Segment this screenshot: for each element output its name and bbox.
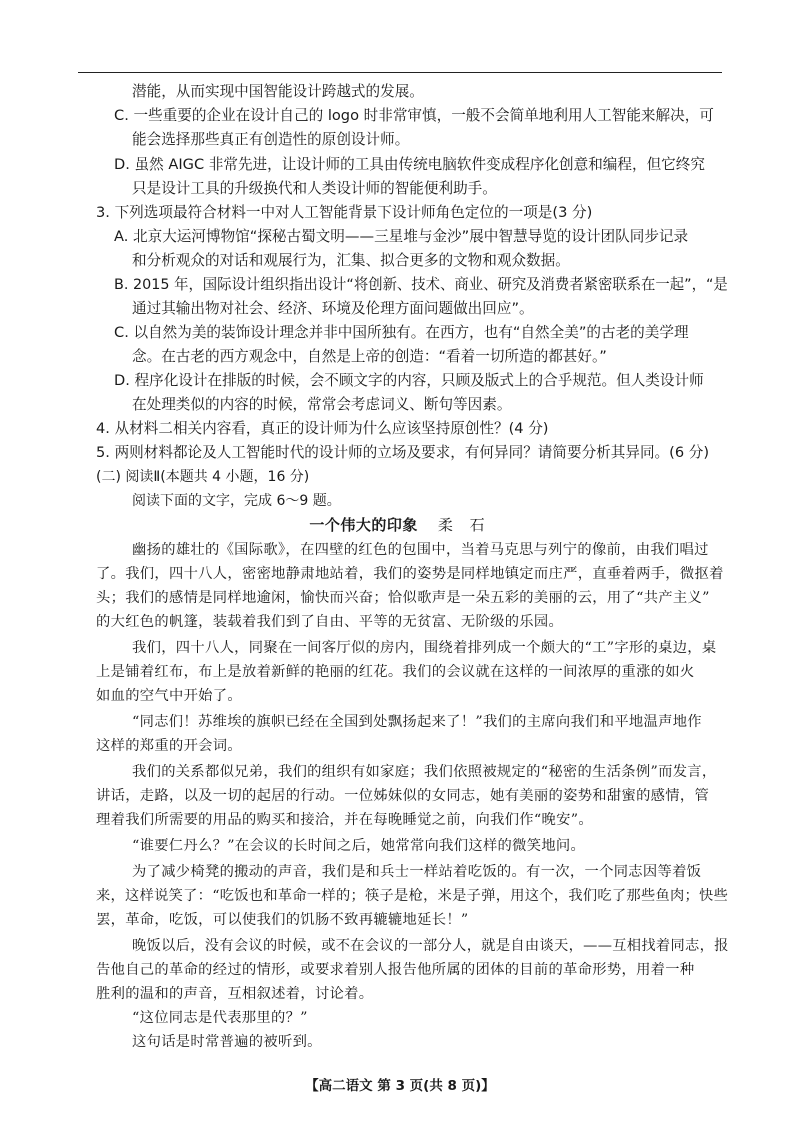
article-line: 告他自己的革命的经过的情形，或要求着别人报告他所属的团体的目前的革命形势，用着一种	[96, 962, 695, 978]
article-line: 为了减少椅凳的搬动的声音，我们是和兵士一样站着吃饭的。有一次，一个同志因等着饭	[132, 864, 702, 880]
instruction-line: 阅读下面的文字，完成 6～9 题。	[132, 493, 341, 509]
article-line: 幽扬的雄壮的《国际歌》，在四壁的红色的包围中，当着马克思与列宁的像前，由我们唱过	[132, 542, 709, 558]
article-title	[0, 514, 800, 535]
article-line: 这样的郑重的开会词。	[96, 738, 242, 754]
text-line: 能会选择那些真正有创造性的原创设计师。	[132, 131, 410, 148]
question-5: 5. 两则材料都论及人工智能时代的设计师的立场及要求，有何异同？请简要分析其异同。(6 分)	[96, 444, 710, 461]
section-heading: (二) 阅读Ⅱ(本题共 4 小题，16 分)	[96, 469, 310, 485]
article-line: “这位同志是代表那里的？”	[132, 1010, 308, 1026]
article-title-text: 一个伟大的印象	[309, 516, 418, 534]
text-line: 潜能，从而实现中国智能设计跨越式的发展。	[132, 83, 424, 100]
text-line: 念。在古老的西方观念中，自然是上帝的创造：“看着一切所造的都甚好。”	[132, 348, 607, 365]
question-3: 3. 下列选项最符合材料一中对人工智能背景下设计师角色定位的一项是(3 分)	[96, 204, 593, 221]
text-line: C. 一些重要的企业在设计自己的 logo 时非常审慎，一般不会简单地利用人工智能来解决，可	[114, 107, 714, 124]
article-line: 了。我们，四十八人，密密地静肃地站着，我们的姿势是同样地镇定而庄严，直垂着两手，微抠着	[96, 566, 724, 582]
article-line: 我们，四十八人，同聚在一间客厅似的房内，围绕着排列成一个颇大的“工”字形的桌边，桌	[132, 640, 717, 656]
text-line: 在处理类似的内容的时候，常常会考虑词义、断句等因素。	[132, 396, 512, 413]
text-line: D. 虽然 AIGC 非常先进，让设计师的工具由传统电脑软件变成程序化创意和编程，但它终究	[114, 156, 705, 173]
article-line: 来，这样说笑了：“吃饭也和革命一样的；筷子是枪，米是子弹，用这个，我们吃了那些鱼肉；快些	[96, 888, 729, 904]
article-line: 这句话是时常普遍的被听到。	[132, 1034, 322, 1050]
text-line: B. 2015 年，国际设计组织指出设计“将创新、技术、商业、研究及消费者紧密联系在一起”，“是	[114, 276, 728, 293]
text-line: C. 以自然为美的装饰设计理念并非中国所独有。在西方，也有“自然全美”的古老的美学理	[114, 324, 689, 341]
text-line: 通过其输出物对社会、经济、环境及伦理方面问题做出回应”。	[132, 300, 534, 317]
article-line: 上是铺着红布，布上是放着新鲜的艳丽的红花。我们的会议就在这样的一间浓厚的重涨的如火	[96, 664, 695, 680]
text-line: A. 北京大运河博物馆“探秘古蜀文明——三星堆与金沙”展中智慧导览的设计团队同步记录	[114, 228, 689, 245]
article-line: 讲话，走路，以及一切的起居的行动。一位姊妹似的女同志，她有美丽的姿势和甜蜜的感情，管	[96, 788, 710, 804]
text-line: D. 程序化设计在排版的时候，会不顾文字的内容，只顾及版式上的合乎规范。但人类设计师	[114, 372, 704, 389]
top-rule	[78, 72, 722, 73]
article-line: 理着我们所需要的用品的购买和接洽，并在每晚睡觉之前，向我们作“晚安”。	[96, 812, 593, 828]
footer-text: 【高二语文 第 3 页(共 8 页)】	[305, 1078, 495, 1094]
article-line: 的大红色的帆篷，装载着我们到了自由、平等的无贫富、无阶级的乐园。	[96, 614, 564, 630]
article-line: 我们的关系都似兄弟，我们的组织有如家庭；我们依照被规定的“秘密的生活条例”而发言，	[132, 764, 717, 780]
article-line: 罢，革命，吃饭，可以使我们的饥肠不致再辘辘地延长！”	[96, 912, 469, 928]
page-footer	[0, 1074, 800, 1094]
article-line: “同志们！苏维埃的旗帜已经在全国到处飘扬起来了！”我们的主席向我们和平地温声地作	[132, 714, 702, 730]
text-line: 和分析观众的对话和观展行为，汇集、拟合更多的文物和观众数据。	[132, 252, 570, 269]
article-line: 胜利的温和的声音，互相叙述着，讨论着。	[96, 986, 374, 1002]
text-line: 只是设计工具的升级换代和人类设计师的智能便利助手。	[132, 180, 497, 197]
article-line: 晚饭以后，没有会议的时候，或不在会议的一部分人，就是自由谈天，——互相找着同志，报	[132, 938, 729, 954]
article-author: 柔 石	[437, 516, 491, 534]
article-line: “谁要仁丹么？”在会议的长时间之后，她常常向我们这样的微笑地问。	[132, 838, 586, 854]
article-line: 头；我们的感情是同样地逾闲，愉快而兴奋；恰似歌声是一朵五彩的美丽的云，用了“共产主义”	[96, 590, 710, 606]
question-4: 4. 从材料二相关内容看，真正的设计师为什么应该坚持原创性？(4 分)	[96, 420, 549, 437]
article-line: 如血的空气中开始了。	[96, 688, 242, 704]
